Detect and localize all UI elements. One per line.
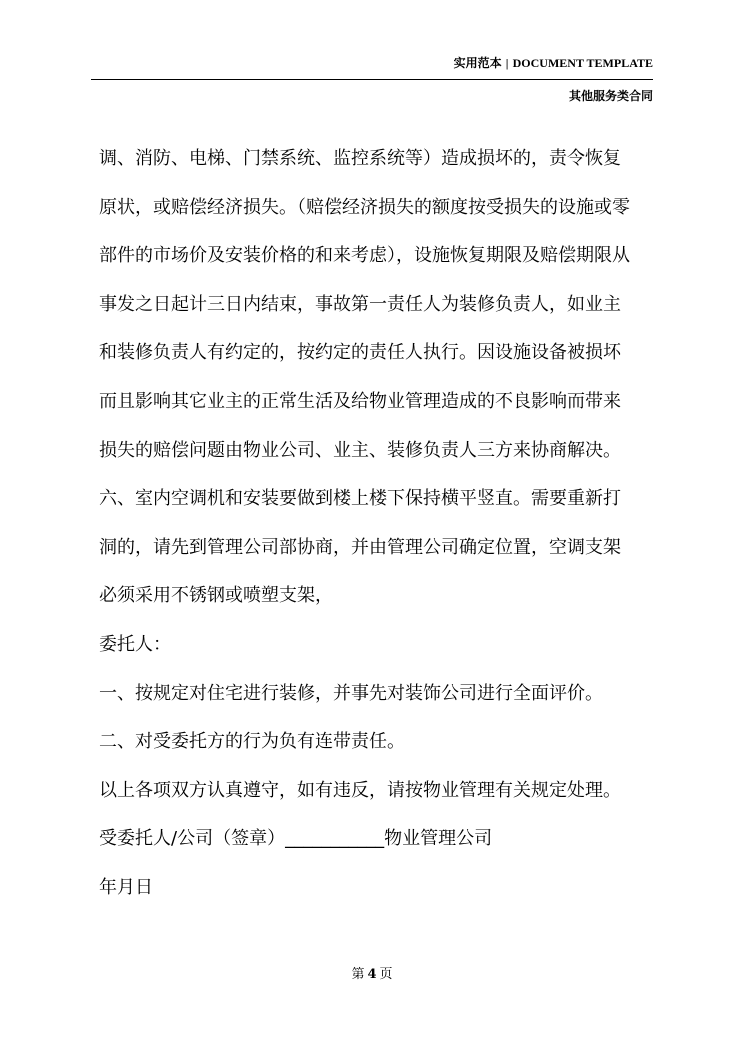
- header-title: [454, 54, 653, 71]
- body-line: 部件的市场价及安装价格的和来考虑），设施恢复期限及赔偿期限从: [99, 245, 630, 267]
- header-title-en: DOCUMENT TEMPLATE: [512, 56, 653, 70]
- header-separator: |: [505, 56, 509, 70]
- body-line: 损失的赔偿问题由物业公司、业主、装修负责人三方来协商解决。: [99, 439, 621, 461]
- body-line: 和装修负责人有约定的，按约定的责任人执行。因设施设备被损坏: [99, 342, 621, 364]
- body-line: 而且影响其它业主的正常生活及给物业管理造成的不良影响而带来: [99, 390, 621, 412]
- body-line: 调、消防、电梯、门禁系统、监控系统等）造成损坏的，责令恢复: [99, 148, 621, 169]
- header-divider: [91, 79, 653, 80]
- body-line: 二、对受委托方的行为负有连带责任。: [99, 731, 405, 753]
- header-title-cn: 实用范本: [453, 56, 502, 70]
- body-line: 以上各项双方认真遵守，如有违反，请按物业管理有关规定处理。: [99, 779, 621, 801]
- body-line: 事发之日起计三日内结束，事故第一责任人为装修负责人，如业主: [99, 293, 621, 315]
- footer-prefix: 第: [351, 967, 365, 982]
- body-line: 委托人：: [99, 633, 171, 655]
- body-line: 洞的，请先到管理公司部协商，并由管理公司确定位置，空调支架: [99, 536, 621, 558]
- page-footer: [0, 963, 744, 982]
- body-line: 受委托人/公司（签章）___________物业管理公司: [99, 828, 493, 850]
- header-subtitle: 其他服务类合同: [568, 89, 653, 103]
- footer-suffix: 页: [379, 967, 393, 982]
- body-line: 年月日: [99, 876, 153, 898]
- page-number: 4: [367, 967, 377, 982]
- body-line: 必须采用不锈钢或喷塑支架，: [99, 585, 333, 607]
- body-line: 原状，或赔偿经济损失。（赔偿经济损失的额度按受损失的设施或零: [99, 196, 630, 218]
- body-text: [99, 135, 659, 913]
- body-line: 六、室内空调机和安装要做到楼上楼下保持横平竖直。需要重新打: [99, 488, 621, 510]
- body-line: 一、按规定对住宅进行装修，并事先对装饰公司进行全面评价。: [99, 682, 603, 704]
